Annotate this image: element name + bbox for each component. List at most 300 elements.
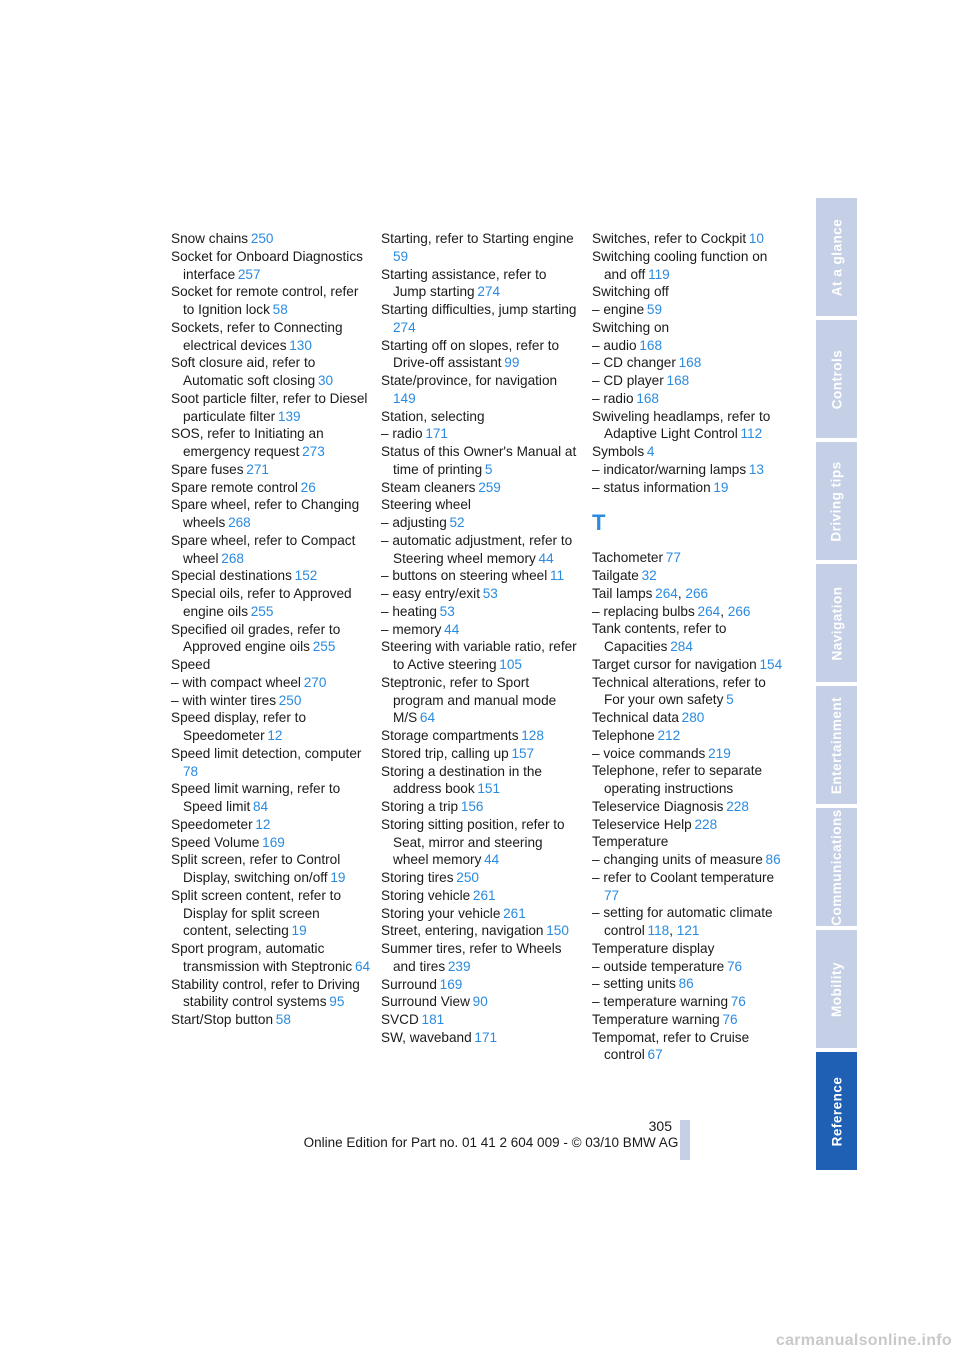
- page-link[interactable]: 12: [255, 816, 271, 832]
- tab-label: Driving tips: [829, 460, 845, 542]
- index-entry-label: Surround View: [381, 994, 470, 1010]
- index-entry-label: – heating: [381, 603, 437, 619]
- page-link[interactable]: 118: [647, 923, 670, 938]
- index-entry-label: Tail lamps: [592, 585, 653, 601]
- page-link[interactable]: 152: [294, 568, 318, 584]
- index-entry-label: Special destinations: [171, 568, 292, 584]
- page-link[interactable]: 130: [289, 337, 312, 353]
- index-entry: [592, 443, 787, 461]
- index-entry-label: Station, selecting: [381, 408, 485, 424]
- index-entry: [592, 851, 787, 869]
- tab-communications[interactable]: [816, 808, 857, 926]
- index-entry: [171, 585, 371, 621]
- index-entry-label: Starting assistance, refer to Jump starting: [381, 266, 547, 300]
- index-entry: [381, 816, 581, 869]
- index-entry: [381, 922, 581, 940]
- index-entry-label: Storing vehicle: [381, 887, 471, 903]
- index-entry: [592, 319, 787, 337]
- index-entry-label: Surround: [381, 976, 437, 992]
- index-entry: [171, 674, 371, 692]
- page-link[interactable]: 59: [393, 248, 409, 264]
- index-entry: [381, 940, 581, 976]
- page-link[interactable]: 53: [439, 603, 455, 619]
- index-entry-label: – indicator/warning lamps: [592, 461, 747, 477]
- index-entry: [592, 816, 787, 834]
- index-entry-label: Teleservice Diagnosis: [592, 798, 724, 814]
- index-entry-label: – temperature warning: [592, 994, 729, 1009]
- index-entry-label: Starting, refer to Starting engine: [381, 231, 574, 246]
- page-link[interactable]: 10: [748, 231, 764, 246]
- index-entry-label: Telephone, refer to separate operating instructions: [592, 763, 763, 796]
- index-entry: [381, 585, 581, 603]
- index-entry-label: – voice commands: [592, 745, 706, 761]
- index-entry: [592, 337, 787, 355]
- index-entry: [381, 798, 581, 816]
- index-column-3: [592, 230, 787, 1064]
- index-entry: [381, 674, 581, 727]
- index-entry-label: – automatic adjustment, refer to Steering wheel memory: [381, 532, 573, 566]
- index-entry-label: – audio: [592, 337, 637, 353]
- index-entry-label: – with compact wheel: [171, 674, 301, 690]
- index-entry: [592, 354, 787, 372]
- page-link[interactable]: 219: [708, 745, 731, 761]
- index-entry-label: Storing tires: [381, 870, 454, 885]
- index-entry-label: Steering wheel: [381, 497, 471, 513]
- index-column-2: [381, 230, 581, 1047]
- index-column-1: [171, 230, 371, 1029]
- index-entry-label: Speed limit detection, computer: [171, 745, 362, 761]
- tab-mobility[interactable]: [816, 930, 857, 1048]
- index-entry-label: – easy entry/exit: [381, 586, 480, 601]
- page-link[interactable]: 5: [484, 461, 493, 477]
- page-link[interactable]: 58: [275, 1012, 291, 1027]
- index-entry: [381, 408, 581, 426]
- page-link[interactable]: 264: [697, 603, 721, 619]
- tab-label: Mobility: [829, 961, 844, 1017]
- footer-text: Online Edition for Part no. 01 41 2 604 009 - © 03/10 BMW AG: [303, 1135, 679, 1150]
- page-link[interactable]: 19: [291, 923, 307, 939]
- index-entry: [381, 869, 581, 887]
- index-entry-label: Storing a destination in the address book: [381, 763, 542, 797]
- index-entry: [171, 461, 371, 479]
- index-entry-label: Soot particle filter, refer to Diesel particulate filter: [171, 390, 368, 424]
- index-entry-label: Socket for Onboard Diagnostics interface: [171, 248, 363, 282]
- index-entry-label: – replacing bulbs: [592, 603, 695, 619]
- page-link[interactable]: 44: [444, 621, 460, 637]
- page-link[interactable]: 78: [183, 763, 199, 779]
- page-link[interactable]: 86: [765, 852, 781, 867]
- index-entry-label: – memory: [381, 621, 442, 637]
- index-entry: [381, 763, 581, 799]
- page-link[interactable]: 128: [521, 728, 544, 743]
- page-link[interactable]: 228: [694, 816, 718, 832]
- index-entry-label: Stored trip, calling up: [381, 745, 509, 761]
- index-entry: [381, 372, 581, 408]
- index-entry: [171, 354, 371, 390]
- page-link[interactable]: 64: [354, 958, 371, 974]
- index-entry-label: – buttons on steering wheel: [381, 568, 548, 584]
- index-entry: [171, 692, 371, 710]
- index-entry: [592, 656, 787, 674]
- index-entry-label: Temperature: [592, 834, 669, 850]
- index-entry-label: – setting for automatic climate control: [592, 905, 773, 938]
- index-entry: [171, 834, 371, 852]
- index-entry-label: Spare wheel, refer to Compact wheel: [171, 532, 356, 566]
- tab-navigation[interactable]: [816, 564, 857, 682]
- index-entry: [381, 603, 581, 621]
- index-entry: [171, 532, 371, 568]
- page-link[interactable]: 58: [272, 302, 288, 317]
- page-link[interactable]: 168: [678, 355, 702, 371]
- page-link[interactable]: 156: [460, 799, 484, 814]
- page-link[interactable]: 268: [221, 550, 244, 566]
- index-entry-label: – refer to Coolant temperature: [592, 869, 775, 885]
- index-entry: [592, 390, 787, 408]
- page-link[interactable]: 99: [504, 355, 520, 371]
- page-link[interactable]: 255: [312, 639, 336, 655]
- index-entry: [171, 745, 371, 781]
- index-letter-heading: T: [592, 510, 606, 536]
- page-link[interactable]: 90: [472, 994, 488, 1010]
- index-entry-label: Speedometer: [171, 816, 253, 832]
- page-link[interactable]: 239: [447, 958, 471, 974]
- page-link[interactable]: 280: [681, 710, 705, 725]
- index-entry: [381, 425, 581, 443]
- index-entry: [171, 887, 371, 940]
- index-entry: [381, 993, 581, 1011]
- page-link[interactable]: 44: [484, 852, 500, 868]
- page-link[interactable]: 12: [267, 728, 283, 743]
- index-entry-label: Socket for remote control, refer to Ignition lock: [171, 284, 359, 317]
- page-link[interactable]: 77: [604, 887, 620, 903]
- index-entry-label: – with winter tires: [171, 692, 277, 708]
- index-entry-label: Switching off: [592, 284, 669, 300]
- index-entry: [171, 479, 371, 497]
- index-entry: [592, 479, 787, 497]
- page-link[interactable]: 154: [759, 656, 783, 672]
- index-entry: [592, 798, 787, 816]
- page-link[interactable]: 250: [278, 692, 302, 708]
- index-entry-label: Spare remote control: [171, 479, 298, 495]
- page-link[interactable]: 259: [478, 479, 501, 495]
- index-entry: [171, 940, 371, 976]
- tab-label: Navigation: [829, 585, 845, 661]
- index-entry-label: SVCD: [381, 1012, 419, 1027]
- index-entry: [381, 1029, 581, 1047]
- index-entry: [381, 532, 581, 568]
- index-entry: [381, 887, 581, 905]
- watermark[interactable]: carmanualsonline.info: [775, 1332, 952, 1349]
- index-entry-label: Teleservice Help: [592, 816, 692, 832]
- index-entry-label: Steering with variable ratio, refer to Active steering: [381, 639, 577, 672]
- page-link[interactable]: 168: [636, 390, 659, 406]
- page-link[interactable]: 284: [670, 639, 693, 654]
- index-entry: [592, 745, 787, 763]
- index-entry: [381, 745, 581, 763]
- footer: [0, 1135, 960, 1150]
- page-link[interactable]: 105: [499, 657, 522, 672]
- page-link[interactable]: 266: [727, 603, 751, 619]
- index-entry: [592, 993, 787, 1011]
- index-entry: [592, 549, 787, 567]
- index-entry: Tail lamps 264, 266: [592, 585, 709, 601]
- index-entry-label: Tachometer: [592, 550, 664, 566]
- index-entry-label: Special oils, refer to Approved engine oils: [171, 586, 352, 619]
- page-link[interactable]: 181: [421, 1012, 445, 1027]
- index-entry: [381, 1011, 581, 1029]
- index-entry-label: Tailgate: [592, 568, 639, 583]
- index-entry: [592, 248, 787, 284]
- page-link[interactable]: 44: [538, 550, 554, 566]
- index-entry-label: Speed display, refer to Speedometer: [171, 710, 307, 743]
- page-link[interactable]: 169: [439, 976, 463, 992]
- index-entry-label: SW, waveband: [381, 1029, 472, 1045]
- page-link[interactable]: 67: [647, 1047, 663, 1063]
- page-link[interactable]: 250: [456, 870, 479, 885]
- index-entry: [171, 567, 371, 585]
- page-link[interactable]: 261: [472, 887, 496, 903]
- page-link[interactable]: 261: [503, 905, 526, 921]
- tab-label: Entertainment: [829, 696, 845, 794]
- page-link[interactable]: 274: [393, 319, 416, 335]
- index-entry-label: Specified oil grades, refer to Approved engine oils: [171, 621, 341, 655]
- index-entry: [592, 762, 787, 798]
- index-entry: [592, 1029, 787, 1065]
- index-entry-label: Storing a trip: [381, 799, 459, 814]
- index-entry-label: State/province, for navigation: [381, 373, 558, 388]
- index-entry: [381, 443, 581, 479]
- page-link[interactable]: 30: [317, 373, 334, 388]
- page-link[interactable]: 274: [477, 284, 501, 300]
- index-entry-label: – outside temperature: [592, 958, 725, 974]
- index-entry: [592, 461, 787, 479]
- page-link[interactable]: 139: [277, 408, 301, 424]
- tab-driving-tips[interactable]: [816, 442, 857, 560]
- index-entry-label: – adjusting: [381, 515, 447, 530]
- index-entry-label: Street, entering, navigation: [381, 923, 544, 939]
- page-link[interactable]: 271: [246, 461, 269, 477]
- page-link[interactable]: 264: [655, 585, 678, 601]
- tab-label: Controls: [829, 349, 844, 409]
- page-link[interactable]: 64: [419, 710, 436, 726]
- page-link[interactable]: 76: [722, 1011, 738, 1027]
- index-entry-label: Start/Stop button: [171, 1012, 274, 1027]
- index-entry: [171, 390, 371, 426]
- index-entry-label: Sport program, automatic transmission with Steptronic: [171, 941, 353, 974]
- index-entry-label: Stability control, refer to Driving stability control systems: [171, 976, 360, 1010]
- index-entry-label: Temperature display: [592, 940, 715, 956]
- index-entry: – setting for automatic climate control 118, 121: [592, 905, 773, 938]
- index-entry-label: Tank contents, refer to Capacities: [592, 621, 727, 654]
- page-link[interactable]: 250: [250, 231, 274, 246]
- index-entry-label: – engine: [592, 302, 645, 317]
- page-link[interactable]: 26: [300, 479, 316, 495]
- page-link[interactable]: 19: [713, 479, 729, 495]
- index-entry: [171, 816, 371, 834]
- index-entry-label: Switches, refer to Cockpit: [592, 231, 747, 246]
- page-link[interactable]: 255: [250, 603, 274, 619]
- page-link[interactable]: 76: [726, 958, 743, 974]
- page-link[interactable]: 121: [676, 923, 700, 938]
- page-link[interactable]: 168: [666, 373, 690, 388]
- page-link[interactable]: 169: [262, 834, 285, 850]
- tab-entertainment[interactable]: [816, 686, 857, 804]
- index-entry: [381, 621, 581, 639]
- index-entry-label: Sockets, refer to Connecting electrical devices: [171, 319, 343, 353]
- index-entry-label: – radio: [381, 426, 423, 442]
- index-entry: [171, 976, 371, 1012]
- page-link[interactable]: 171: [474, 1029, 498, 1045]
- page-link[interactable]: 228: [726, 798, 749, 814]
- page-link[interactable]: 270: [303, 674, 327, 690]
- index-entry: [592, 230, 787, 248]
- index-entry: [381, 727, 581, 745]
- index-entry-label: – CD changer: [592, 355, 676, 371]
- index-entry: [171, 656, 371, 674]
- index-entry: [381, 266, 581, 302]
- page-link[interactable]: 171: [425, 426, 448, 442]
- index-entry-label: – radio: [592, 390, 634, 406]
- index-entry-label: Storage compartments: [381, 728, 519, 743]
- page-link[interactable]: 151: [477, 781, 501, 797]
- index-entry: [171, 621, 371, 657]
- index-entry: [171, 496, 371, 532]
- index-entry: [592, 940, 787, 958]
- index-entry-label: Summer tires, refer to Wheels and tires: [381, 941, 562, 974]
- index-entry-label: Technical alterations, refer to For your own safety: [592, 674, 766, 708]
- index-entry: [171, 709, 371, 745]
- page-link[interactable]: 4: [646, 444, 655, 459]
- index-entry: [592, 975, 787, 993]
- index-entry: [592, 674, 787, 710]
- page-link[interactable]: 59: [646, 302, 663, 317]
- page-link[interactable]: 112: [740, 426, 763, 442]
- page-link[interactable]: 84: [252, 799, 269, 814]
- page-number: 305: [648, 1118, 672, 1134]
- index-entry: [171, 780, 371, 816]
- index-entry: [381, 905, 581, 923]
- index-entry-label: Split screen content, refer to Display for split screen content, selecting: [171, 887, 342, 939]
- chapter-tabs: [816, 198, 857, 1160]
- index-entry: [381, 496, 581, 514]
- page-link[interactable]: 52: [449, 515, 465, 530]
- index-entry-label: Storing sitting position, refer to Seat, mirror and steering wheel memory: [381, 816, 565, 868]
- page-link[interactable]: 76: [730, 994, 746, 1009]
- tab-label: Communications: [829, 808, 845, 926]
- page-link[interactable]: 257: [237, 266, 261, 282]
- index-entry-label: Temperature warning: [592, 1011, 720, 1027]
- index-entry: [592, 283, 787, 301]
- index-entry-label: Snow chains: [171, 231, 249, 246]
- page-link[interactable]: 53: [482, 586, 498, 601]
- index-entry-label: Switching cooling function on and off: [592, 248, 768, 282]
- index-entry-label: Speed limit warning, refer to Speed limit: [171, 781, 341, 814]
- index-entry: [381, 638, 581, 674]
- index-entry: [592, 408, 787, 444]
- page-link[interactable]: 266: [685, 585, 709, 601]
- index-entry: [381, 514, 581, 532]
- page-link[interactable]: 157: [511, 745, 535, 761]
- page-link[interactable]: 273: [302, 444, 325, 459]
- page-link[interactable]: 119: [648, 266, 670, 282]
- page-link[interactable]: 86: [678, 976, 694, 992]
- index-entry-label: Spare fuses: [171, 461, 244, 477]
- index-entry-label: – status information: [592, 479, 711, 495]
- page-link[interactable]: 19: [330, 870, 346, 885]
- index-entry-label: – setting units: [592, 976, 676, 992]
- index-entry: [171, 1011, 371, 1029]
- index-entry-label: Soft closure aid, refer to Automatic soft closing: [171, 355, 316, 388]
- index-entry: [381, 337, 581, 373]
- page-link[interactable]: 32: [641, 568, 657, 583]
- index-entry-label: Starting difficulties, jump starting: [381, 302, 577, 317]
- index-entry: [592, 709, 787, 727]
- page-link[interactable]: 149: [393, 390, 416, 406]
- index-entry: [171, 319, 371, 355]
- index-entry-label: Switching on: [592, 319, 670, 335]
- page-link[interactable]: 95: [329, 994, 345, 1010]
- index-entry: [592, 567, 787, 585]
- tab-controls[interactable]: [816, 320, 857, 438]
- index-entry-label: Tempomat, refer to Cruise control: [592, 1029, 750, 1063]
- index-entry-label: Swiveling headlamps, refer to Adaptive Light Control: [592, 408, 771, 442]
- index-entry-label: Symbols: [592, 444, 645, 459]
- index-entry-label: – changing units of measure: [592, 852, 763, 867]
- index-entry-label: Telephone: [592, 727, 655, 743]
- index-entry-label: Split screen, refer to Control Display, switching on/off: [171, 852, 341, 885]
- index-entry: [381, 230, 581, 266]
- page-link[interactable]: 268: [228, 515, 251, 530]
- index-entry: [592, 620, 787, 656]
- index-entry: [592, 1011, 787, 1029]
- index-entry: [171, 851, 371, 887]
- index-entry: [171, 248, 371, 284]
- tab-reference[interactable]: [816, 1052, 857, 1170]
- index-entry: – replacing bulbs 264, 266: [592, 603, 751, 619]
- index-entry: [381, 479, 581, 497]
- index-entry-label: Steptronic, refer to Sport program and manual mode M/S: [381, 674, 557, 726]
- page-link[interactable]: 77: [665, 550, 681, 566]
- page-link[interactable]: 150: [546, 923, 569, 939]
- index-entry: [592, 372, 787, 390]
- index-entry-label: Spare wheel, refer to Changing wheels: [171, 497, 360, 530]
- index-entry-label: – CD player: [592, 373, 664, 388]
- index-entry-label: SOS, refer to Initiating an emergency request: [171, 426, 324, 459]
- index-entry: [381, 567, 581, 585]
- tab-at-a-glance[interactable]: [816, 198, 857, 316]
- index-entry-label: Speed: [171, 657, 211, 672]
- index-entry: [381, 301, 581, 337]
- index-entry-label: Steam cleaners: [381, 479, 476, 495]
- index-entry: [171, 425, 371, 461]
- index-entry-label: Target cursor for navigation: [592, 656, 757, 672]
- index-entry-label: Storing your vehicle: [381, 905, 501, 921]
- index-entry-label: Technical data: [592, 710, 679, 725]
- page-link[interactable]: 168: [639, 337, 663, 353]
- page-link[interactable]: 212: [657, 727, 681, 743]
- tab-label: Reference: [829, 1076, 845, 1146]
- page-link[interactable]: 13: [748, 461, 764, 477]
- page-link[interactable]: 11: [550, 568, 565, 584]
- index-entry: [171, 230, 371, 248]
- index-entry: [592, 727, 787, 745]
- index-entry-label: Speed Volume: [171, 834, 260, 850]
- tab-label: At a glance: [829, 218, 844, 296]
- index-entry: [592, 958, 787, 976]
- index-entry: [381, 976, 581, 994]
- page-link[interactable]: 5: [726, 692, 734, 708]
- index-entry-label: Status of this Owner's Manual at time of printing: [381, 444, 577, 477]
